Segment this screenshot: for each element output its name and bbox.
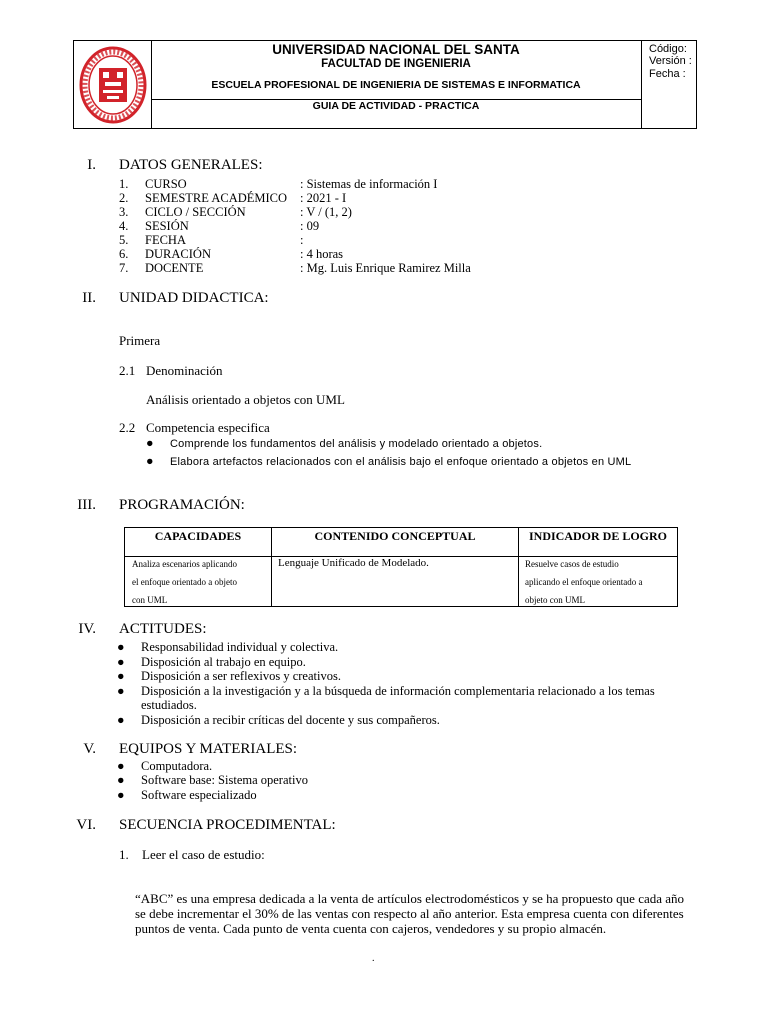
programming-table	[124, 527, 678, 607]
bullet-icon: ●	[117, 788, 125, 802]
list-item: ● Disposición a ser reflexivos y creativos.	[117, 669, 341, 683]
field-value: :	[300, 233, 304, 247]
section-title: SECUENCIA PROCEDIMENTAL:	[119, 817, 336, 833]
denomination-text: Análisis orientado a objetos con UML	[146, 392, 345, 407]
step-number: 1.	[119, 847, 129, 862]
section-number: III.	[77, 497, 96, 513]
field-value: : 09	[300, 219, 320, 233]
subsection-number: 2.1	[119, 363, 136, 378]
list-item: ● Software especializado	[117, 788, 257, 802]
list-number: 5.	[119, 233, 129, 247]
header-divider	[641, 41, 642, 129]
field-value: : 2021 - I	[300, 191, 347, 205]
bullet-icon: ●	[117, 759, 125, 773]
guide-title: GUIA DE ACTIVIDAD - PRACTICA	[312, 100, 480, 112]
field-value: : Mg. Luis Enrique Ramirez Milla	[300, 261, 471, 275]
section-title: DATOS GENERALES:	[119, 157, 263, 173]
section-number: VI.	[76, 817, 96, 833]
list-item: ● Software base: Sistema operativo	[117, 773, 308, 787]
field-value: : Sistemas de información I	[300, 177, 438, 191]
section-number: II.	[82, 290, 96, 306]
field-label: SESIÓN	[145, 219, 189, 233]
section-title: PROGRAMACIÓN:	[119, 497, 245, 513]
list-item: ● Disposición a recibir críticas del docente y sus compañeros.	[117, 713, 440, 727]
subsection-title: Competencia especifica	[146, 420, 270, 435]
field-label: CICLO / SECCIÓN	[145, 205, 246, 219]
section-number: V.	[83, 741, 96, 757]
list-number: 6.	[119, 247, 129, 261]
section-number: I.	[87, 157, 96, 173]
case-study-paragraph: “ABC” es una empresa dedicada a la venta de artículos electrodomésticos y se ha propuesto que cada año se debe incrementar el 30% de las ventas con respecto al año anterior. Esta empresa cuenta con diferentes puntos de venta. Cada punto de venta cuenta con cajeros, vendedores y su propio almacén.	[135, 891, 685, 936]
list-number: 3.	[119, 205, 129, 219]
subsection-title: Denominación	[146, 363, 223, 378]
list-number: 1.	[119, 177, 129, 191]
list-item: ● Responsabilidad individual y colectiva.	[117, 640, 339, 654]
field-label: DOCENTE	[145, 261, 204, 275]
university-name: UNIVERSIDAD NACIONAL DEL SANTA	[272, 42, 520, 57]
bullet-icon: ●	[117, 773, 125, 787]
document-header	[73, 40, 697, 129]
list-item-continuation: estudiados.	[141, 698, 197, 712]
university-seal-logo	[79, 46, 147, 124]
fecha-label: Fecha :	[649, 68, 686, 80]
bullet-icon: ●	[117, 640, 125, 654]
bullet-icon: ●	[117, 655, 125, 669]
table-header: CAPACIDADES	[154, 529, 242, 543]
table-header: INDICADOR DE LOGRO	[528, 529, 667, 543]
section-title: UNIDAD DIDACTICA:	[119, 290, 269, 306]
page-footer-mark: .	[372, 953, 375, 964]
table-header: CONTENIDO CONCEPTUAL	[314, 529, 476, 543]
section-number: IV.	[78, 621, 96, 637]
subsection-number: 2.2	[119, 420, 136, 435]
list-number: 7.	[119, 261, 129, 275]
list-item: ● Elabora artefactos relacionados con el análisis bajo el enfoque orientado a objetos en UML	[146, 454, 632, 468]
list-item: ● Computadora.	[117, 759, 213, 773]
field-label: DURACIÓN	[145, 247, 211, 261]
section-title: ACTITUDES:	[119, 621, 207, 637]
list-number: 4.	[119, 219, 129, 233]
field-label: CURSO	[145, 177, 187, 191]
unit-name: Primera	[119, 333, 161, 348]
bullet-icon: ●	[117, 684, 125, 698]
bullet-icon: ●	[117, 713, 125, 727]
school-name: ESCUELA PROFESIONAL DE INGENIERIA DE SISTEMAS E INFORMATICA	[211, 79, 581, 91]
bullet-icon: ●	[146, 436, 154, 450]
list-item: ● Disposición a la investigación y a la búsqueda de información complementaria relacionado a los temas	[117, 684, 655, 698]
bullet-icon: ●	[117, 669, 125, 683]
section-title: EQUIPOS Y MATERIALES:	[119, 741, 298, 757]
version-label: Versión :	[649, 55, 692, 67]
table-cell: Resuelve casos de estudio aplicando el enfoque orientado a objeto con UML	[525, 559, 643, 605]
list-number: 2.	[119, 191, 129, 205]
list-item: ● Disposición al trabajo en equipo.	[117, 655, 306, 669]
field-value: : 4 horas	[300, 247, 344, 261]
table-cell: Analiza escenarios aplicando el enfoque orientado a objeto con UML	[132, 559, 237, 605]
field-label: FECHA	[145, 233, 186, 247]
faculty-name: FACULTAD DE INGENIERIA	[321, 58, 471, 70]
field-label: SEMESTRE ACADÉMICO	[145, 191, 288, 205]
codigo-label: Código:	[649, 43, 687, 55]
list-item: ● Comprende los fundamentos del análisis y modelado orientado a objetos.	[146, 436, 543, 450]
step-text: Leer el caso de estudio:	[142, 847, 265, 862]
bullet-icon: ●	[146, 454, 154, 468]
table-cell: Lenguaje Unificado de Modelado.	[278, 557, 429, 569]
field-value: : V / (1, 2)	[300, 205, 352, 219]
